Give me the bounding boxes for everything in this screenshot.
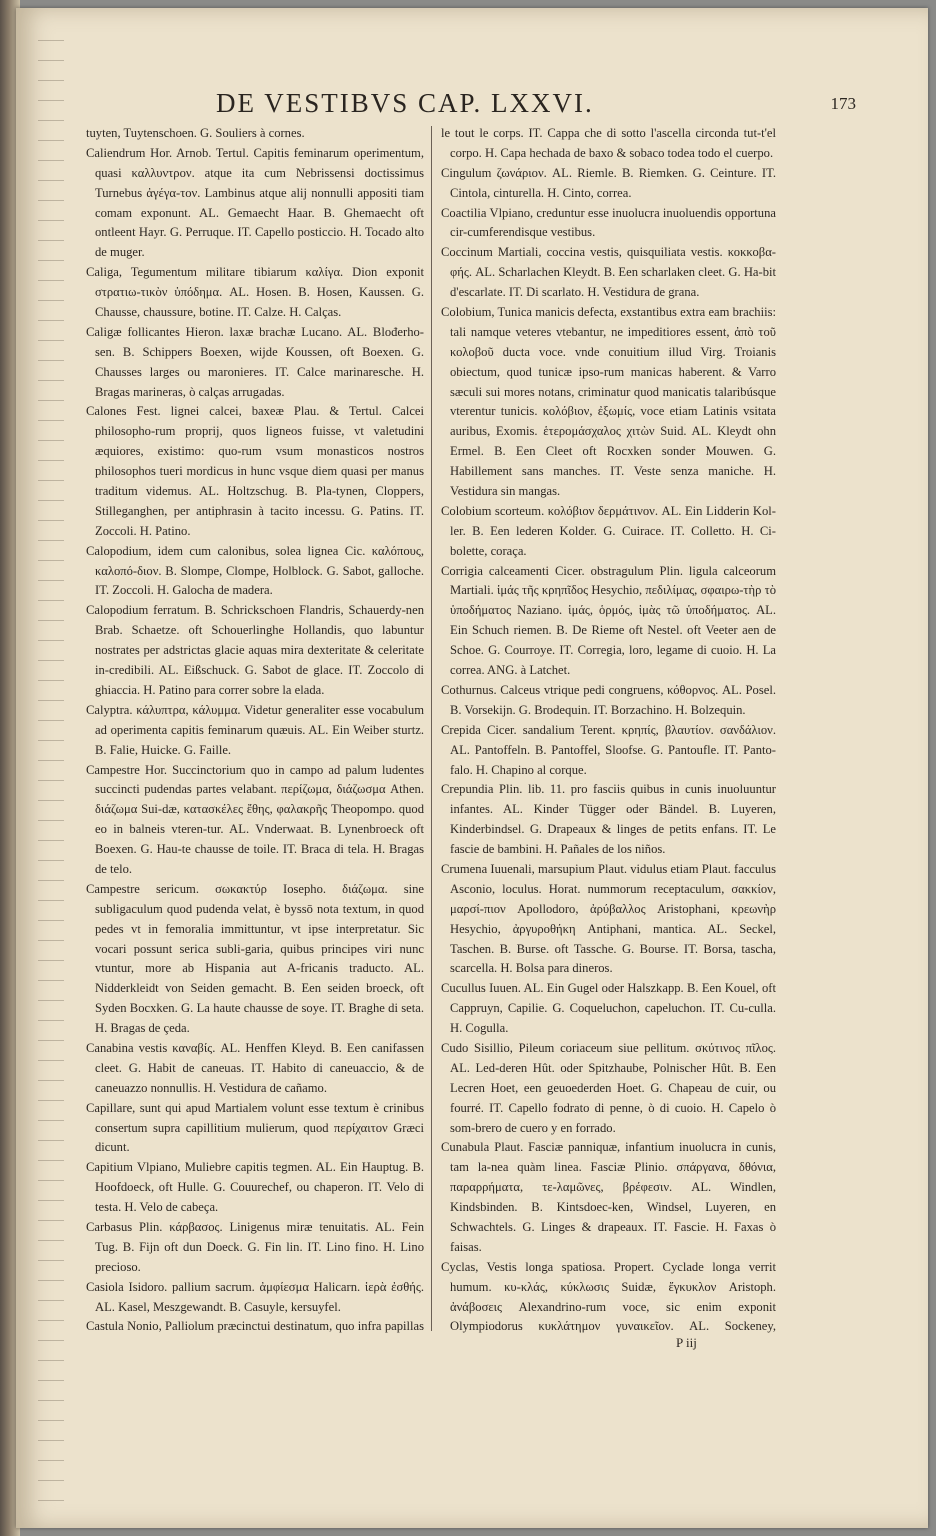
facing-page-bleed-through	[38, 28, 64, 1508]
right-column	[441, 124, 776, 1334]
dictionary-entry: Caliga, Tegumentum militare tibiarum καλίγα. Dion exponit στρατιω-τικὸν ὑπόδημα. AL. Hosen. B. Hosen, Kaussen. G. Chausse, chaussure, botine. IT. Calze. H. Calças.	[86, 265, 424, 320]
dictionary-entry: Campestre sericum. σωκακτύρ Iosepho. διάζωμα. sine subligaculum quod pudenda velat, è byssō nota textum, in quod pedes vt in femoralia immittuntur, vt ipse interpretatur. Sic vocari possunt serica subli-garia, quibus principes viri nunc vtuntur, more ab Hispania aut A-fricanis traducto. AL. Nidderkleidt von Seiden gemacht. B. Een seiden broeck, oft Syden Bocxken. G. La haute chausse de soye. IT. Braghe di seta. H. Bragas de çeda.	[86, 881, 424, 1036]
dictionary-entry: Campestre Hor. Succinctorium quo in campo ad palum ludentes succincti pudendas partes velabant. περίζωμα, διάζωσμα Athen. διάζωμα Sui-dæ, κατασκέλες ἔθης, φαλακρῆς Theopompo. quod eo in balneis vteren-tur. AL. Vnderwaat. B. Lynenbroeck oft Boexen. G. Hau-te chausse de toile. IT. Braca di tela. H. Bragas de telo.	[86, 762, 424, 876]
dictionary-entry: Corrigia calceamenti Cicer. obstragulum Plin. ligula calceorum Martiali. ἱμάς τῆς κρηπῖδος Hesychio, πεδιλίμας, σφαιρω-τὴρ τὸ ὑποδήματος Naziano. ἱμάς, ὁρμός, ἱμὰς τῶ ὑποδήματος. AL. Ein Schuch riemen. B. De Rieme oft Nestel. oft Veeter aen de Schoe. G. Courroye. IT. Corregia, loro, legame di cuoio. H. La correa. ANG. à Latchet.	[441, 563, 776, 678]
dictionary-entry: Calopodium ferratum. B. Schrickschoen Flandris, Schauerdy-nen Brab. Schaetze. oft Schouerlinghe Hollandis, quo labuntur nostrates per adstrictas glacie aquas mira dexteritate & celeritate in-credibili. AL. Eißschuck. G. Sabot de glace. IT. Zoccolo di ghiaccia. H. Patino para correr sobre la elada.	[86, 603, 424, 697]
page-header	[216, 84, 856, 124]
dictionary-entry: Caligæ follicantes Hieron. laxæ brachæ Lucano. AL. Blođerho-sen. B. Schippers Boexen, wijde Koussen, oft Boexen. G. Chausses larges ou maronieres. IT. Calce marinaresche. H. Bragas marineras, ò calças arrugadas.	[86, 324, 424, 399]
dictionary-entry: Calones Fest. lignei calcei, baxeæ Plau. & Tertul. Calcei philosopho-rum proprij, quos ligneos fuisse, vt valetudini æquiores, existimo: quo-rum vsum monasticos nostros philosophos tueri mordicus in hunc vsque diem quasi per manus traditum videmus. AL. Holtzschug. B. Pla-tynen, Cloppers, Stilleganghen, per antiphrasin à tacito incessu. G. Patins. IT. Zoccoli. H. Patino.	[86, 404, 424, 538]
dictionary-entry: Cucullus Iuuen. AL. Ein Gugel oder Halszkapp. B. Een Kouel, oft Cappruyn, Capilie. G. Coqueluchon, capeluchon. IT. Cu-culla. H. Cogulla.	[441, 981, 776, 1036]
dictionary-entry: Cingulum ζωνάριον. AL. Riemle. B. Riemken. G. Ceinture. IT. Cintola, cinturella. H. Cinto, correa.	[441, 165, 776, 200]
dictionary-entry: Crumena Iuuenali, marsupium Plaut. vidulus etiam Plaut. facculus Asconio, loculus. Horat. nummorum receptaculum, σακκίον, μαρσί-πιον Apollodoro, ἀρύβαλλος Aristophani, κρεωνὴρ Hesychio, ἀργυροθήκη Antiphani, mantica. AL. Seckel, Taschen. B. Burse. oft Tassche. G. Bourse. IT. Borsa, tascha, scarcella. H. Bolsa para dineros.	[441, 861, 776, 976]
column-divider	[431, 126, 432, 1331]
dictionary-entry: Casiola Isidoro. pallium sacrum. ἀμφίεσμα Halicarn. ἱερὰ ἐσθής. AL. Kasel, Meszgewandt. B. Casuyle, kersuyfel.	[86, 1279, 424, 1314]
dictionary-entry: Coccinum Martiali, coccina vestis, quisquiliata vestis. κοκκοβα-φής. AL. Scharlachen Kleydt. B. Een scharlaken cleet. G. Ha-bit d'escarlate. IT. Di scarlato. H. Vestidura de grana.	[441, 245, 776, 300]
dictionary-entry: Cyclas, Vestis longa spatiosa. Propert. Cyclade longa verrit humum. κυ-κλάς, κύκλωσις Suidæ, ἔγκυκλον Aristoph. ἀνάβοσεις Alexandrino-rum voce, sic enim exponit Olympiodorus κυκλάτημον γυναικεῖον. AL. Sockeney,	[441, 1259, 776, 1334]
page-number: 173	[830, 94, 856, 113]
running-head: DE VESTIBVS CAP. LXXVI.	[216, 88, 594, 118]
dictionary-entry: Canabina vestis καναβίς. AL. Henffen Kleyd. B. Een canifassen cleet. G. Habit de caneuas. IT. Habito di caneuaccio, & de caneuazzo nonnullis. H. Vestidura de cañamo.	[86, 1040, 424, 1095]
dictionary-entry: Cothurnus. Calceus vtrique pedi congruens, κόθορνος. AL. Posel. B. Vorsekijn. G. Brodequin. IT. Borzachino. H. Bolzequin.	[441, 682, 776, 717]
dictionary-entry: tuyten, Tuytenschoen. G. Souliers à cornes.	[86, 126, 305, 140]
dictionary-entry: Castula Nonio, Palliolum præcinctui destinatum, quo infra papillas	[86, 1319, 424, 1334]
dictionary-entry: Calyptra. κάλυπτρα, κάλυμμα. Videtur generaliter esse vocabulum ad operimenta capitis feminarum quæuis. AL. Ein Weiber sturtz. B. Falie, Huicke. G. Faille.	[86, 702, 424, 757]
dictionary-entry: Cunabula Plaut. Fasciæ panniquæ, infantium inuolucra in cunis, tam la-nea quàm linea. Fasciæ Plinio. σπάργανα, δθόνια, παραρρήματα, τε-λαμῶνες, βρέφεσιν. AL. Windlen, Kindsbinden. B. Kintsdoec-ken, Windsel, Luyeren, en Schwachtels. G. Linges & drapeaux. IT. Fascie. H. Faxas ò faisas.	[441, 1140, 776, 1254]
dictionary-entry: Coactilia Vlpiano, creduntur esse inuolucra inuoluendis opportuna cir-cumferendisque vestibus.	[441, 205, 776, 240]
dictionary-entry: Crepida Cicer. sandalium Terent. κρηπίς, βλαυτίον. σανδάλιον. AL. Pantoffeln. B. Pantoffel, Sloofse. G. Pantoufle. IT. Panto-falo. H. Chapino al corque.	[441, 722, 776, 777]
dictionary-entry: Caliendrum Hor. Arnob. Tertul. Capitis feminarum operimentum, quasi καλλυντρον. atque ita cum Nebrissensi doctissimus Turnebus ἀγέγα-τον. Lambinus atque alij nonnulli appositi tiam comam exponunt. AL. Gemaecht Haar. B. Ghemaecht oft ontleent Hayr. G. Perruque. IT. Capello posticcio. H. Tocado alto de muger.	[86, 145, 424, 260]
signature-mark: P iij	[676, 1335, 697, 1350]
dictionary-entry: Calopodium, idem cum calonibus, solea lignea Cic. καλόπους, καλοπό-διον. B. Slompe, Clompe, Holblock. G. Sabot, galloche. IT. Zoccoli. H. Galocha de madera.	[86, 543, 424, 598]
left-column	[86, 124, 424, 1334]
dictionary-entry: Capitium Vlpiano, Muliebre capitis tegmen. AL. Ein Hauptug. B. Hoofdoeck, oft Hulle. G. Couurechef, ou chaperon. IT. Velo di testa. H. Velo de cabeça.	[86, 1160, 424, 1215]
book-page	[16, 8, 928, 1528]
dictionary-entry: Colobium, Tunica manicis defecta, exstantibus extra eam brachiis: tali namque veteres vtebantur, ne impeditiores essent, ἀπὸ τοῦ κολοβοῦ ducta voce. vnde conuitium illud Virg. Troianis obiectum, quod tunicæ ipso-rum manicas haberent. & Varro sæculi sui mores notans, criminatur quod manicatis talaribúsque vterentur tunicis. κολόβιον, ἐξωμίς, voce etiam Latinis vsitata auribus, Exomis. ἑτερομάσχαλος χιτὼν Suid. AL. Kleydt ohn Ermel. B. Een Cleet oft Rocxken sonder Mouwen. G. Habillement sans manches. IT. Veste senza maniche. H. Vestidura sin mangas.	[441, 305, 776, 499]
dictionary-entry: Crepundia Plin. lib. 11. pro fasciis quibus in cunis inuoluuntur infantes. AL. Kinder Tügger oder Bändel. B. Luyeren, Kinderbindsel. G. Drapeaux & linges de petits enfans. IT. Le fascie de bambini. H. Pañales de los niños.	[441, 782, 776, 857]
dictionary-entry: Cudo Sisillio, Pileum coriaceum siue pellitum. σκύτινος πῖλος. AL. Led-deren Hût. oder Spitzhaube, Polnischer Hût. B. Een Lecren Hoet, een geuoederden Hoet. G. Chapeau de cuir, ou fourré. IT. Capello fodrato di penne, ò di cuoio. H. Capelo ò som-brero de cuero y en forrado.	[441, 1040, 776, 1135]
dictionary-entry: Carbasus Plin. κάρβασος. Linigenus miræ tenuitatis. AL. Fein Tug. B. Fijn oft dun Doeck. G. Fin lin. IT. Lino fino. H. Lino precioso.	[86, 1219, 424, 1274]
dictionary-entry: Colobium scorteum. κολόβιον δερμάτινον. AL. Ein Lidderin Kol-ler. B. Een lederen Kolder. G. Cuirace. IT. Colletto. H. Ci-bolette, coraça.	[441, 503, 776, 558]
dictionary-entry: le tout le corps. IT. Cappa che di sotto l'ascella circonda tut-t'el corpo. H. Capa hechada de baxo & sobaco todea todo el cuerpo.	[441, 126, 776, 160]
dictionary-entry: Capillare, sunt qui apud Martialem volunt esse textum è crinibus consertum supra capillitium mulierum, quod περίχαιτον Græci dicunt.	[86, 1100, 424, 1155]
